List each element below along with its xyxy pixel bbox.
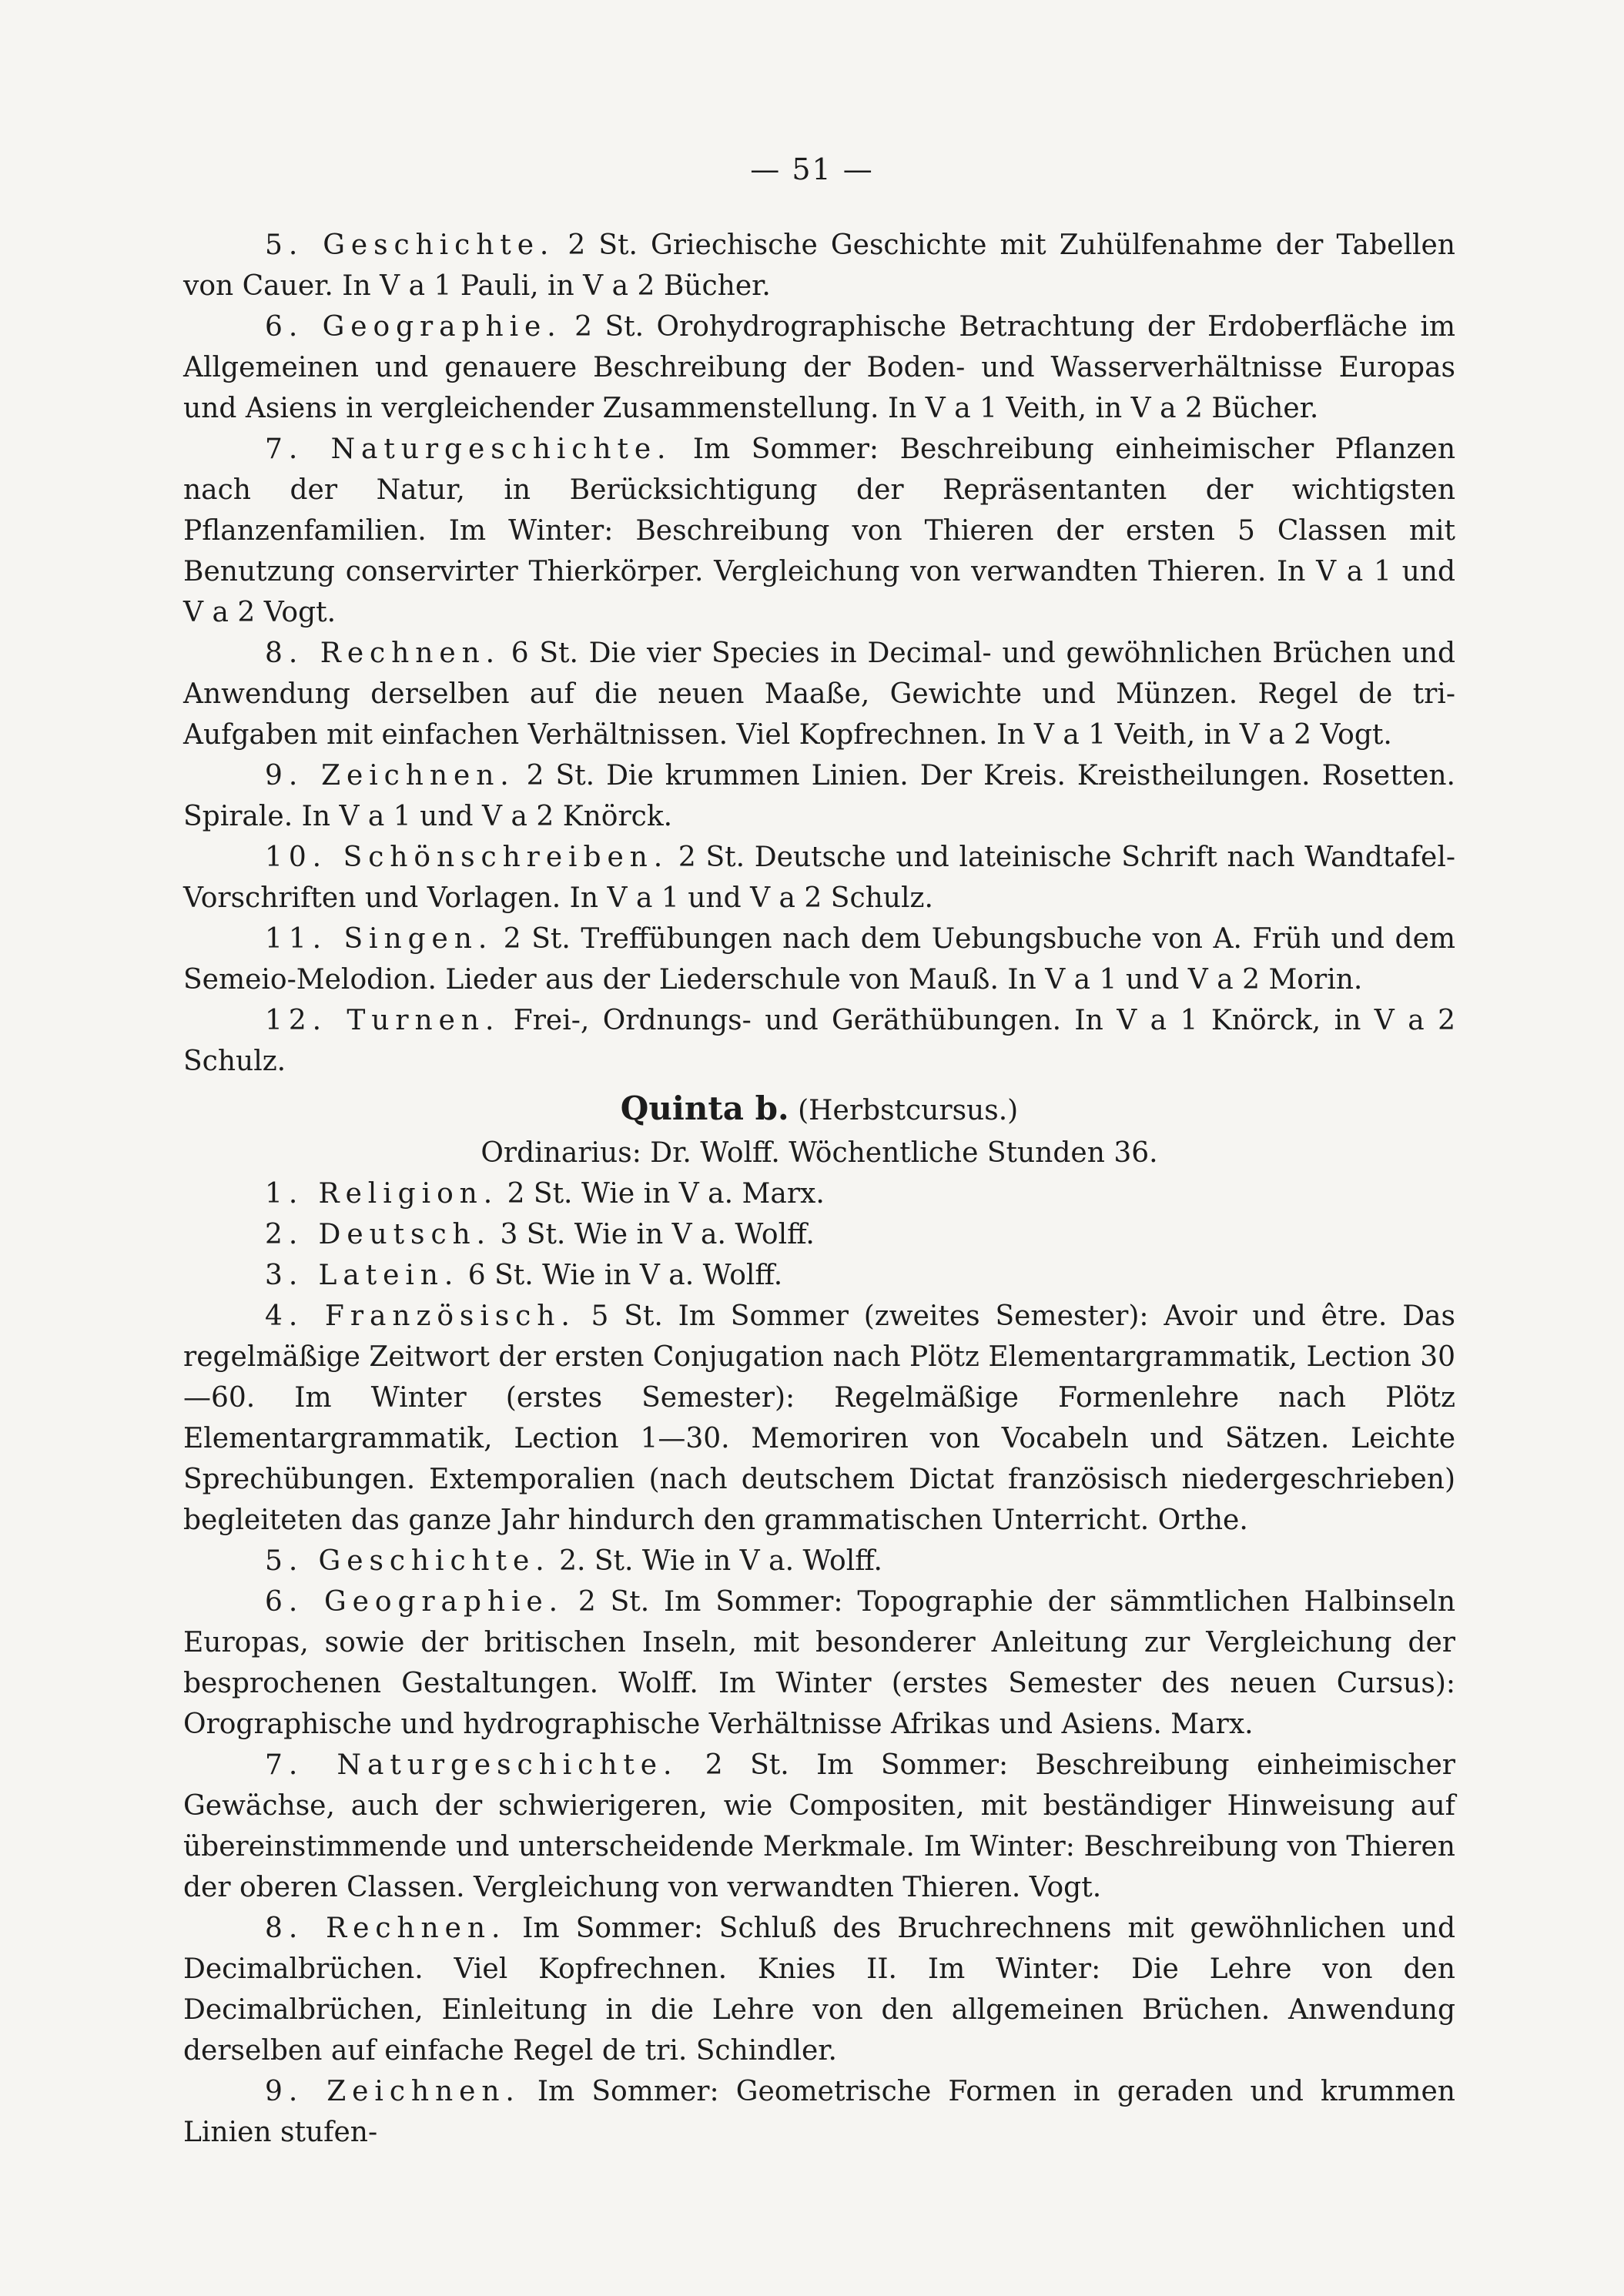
subject-title: 7. Naturgeschichte. xyxy=(265,1749,678,1781)
subject-title: 6. Geographie. xyxy=(265,1586,564,1618)
subject-text: 2 St. Im Sommer: Topographie der sämmtlichen Halbinseln Europas, sowie der britischen Inseln, mit besonderer Anleitung zur Vergleichung der besprochenen Gestaltungen. Wolff. Im Winter (erstes Semester des neuen Cursus): Orographische und hydrographische Verhältnisse Afrikas und Asiens. Marx. xyxy=(183,1586,1455,1740)
subject-paragraph xyxy=(183,1541,1455,1581)
subject-paragraph xyxy=(183,1745,1455,1908)
page-number: — 51 — xyxy=(750,152,874,186)
subject-title: 1. Religion. xyxy=(265,1178,499,1210)
subject-text: 6 St. Wie in V a. Wolff. xyxy=(459,1260,783,1291)
subject-title: 12. Turnen. xyxy=(265,1005,501,1036)
subject-paragraph xyxy=(183,837,1455,919)
subject-title: 8. Rechnen. xyxy=(265,638,501,669)
subject-paragraph xyxy=(183,755,1455,837)
subject-text: 2 St. Griechische Geschichte mit Zuhülfenahme der Tabellen von Cauer. In V a 1 Pauli, in V a 2 Bücher. xyxy=(183,229,1455,302)
section-heading xyxy=(183,1088,1455,1131)
subject-title: 8. Rechnen. xyxy=(265,1913,507,1944)
subject-title: 4. Französisch. xyxy=(265,1300,576,1332)
subject-text: 2 St. Wie in V a. Marx. xyxy=(498,1178,825,1210)
subject-title: 7. Naturgeschichte. xyxy=(265,433,672,465)
subject-title: 5. Geschichte. xyxy=(265,1545,551,1577)
subject-paragraph xyxy=(183,429,1455,633)
subject-text: Im Sommer: Beschreibung einheimischer Pflanzen nach der Natur, in Berücksichtigung der Repräsentanten der wichtigsten Pflanzenfamilien. Im Winter: Beschreibung von Thieren der ersten 5 Classen mit Benutzung conservirter Thierkörper. Vergleichung von verwandten Thieren. In V a 1 und V a 2 Vogt. xyxy=(183,433,1456,628)
subject-list-quinta-a xyxy=(183,225,1455,1082)
subject-text: 6 St. Die vier Species in Decimal- und gewöhnlichen Brüchen und Anwendung derselben auf die neuen Maaße, Gewichte und Münzen. Regel de tri-Aufgaben mit einfachen Verhältnissen. Viel Kopfrechnen. In V a 1 Veith, in V a 2 Vogt. xyxy=(183,638,1456,751)
subject-title: 3. Latein. xyxy=(265,1260,460,1291)
subject-paragraph xyxy=(183,1296,1455,1541)
subject-paragraph xyxy=(183,633,1455,755)
subject-paragraph xyxy=(183,1255,1455,1296)
subject-list-quinta-b xyxy=(183,1173,1455,2153)
document-body xyxy=(183,225,1455,2153)
section-title: Quinta b. xyxy=(620,1089,789,1127)
subject-paragraph xyxy=(183,306,1455,429)
section-subtitle: (Herbstcursus.) xyxy=(789,1095,1019,1126)
subject-title: 9. Zeichnen. xyxy=(265,2076,521,2107)
subject-text: Im Sommer: Geometrische Formen in geraden und krummen Linien stufen- xyxy=(183,2076,1455,2148)
subject-text: 2 St. Die krummen Linien. Der Kreis. Kreistheilungen. Rosetten. Spirale. In V a 1 und V a 2 Knörck. xyxy=(183,760,1455,832)
subject-text: Frei-, Ordnungs- und Geräthübungen. In V a 1 Knörck, in V a 2 Schulz. xyxy=(183,1005,1455,1077)
subject-paragraph xyxy=(183,1173,1455,1214)
subject-paragraph xyxy=(183,1000,1455,1082)
subject-text: 2 St. Im Sommer: Beschreibung einheimischer Gewächse, auch der schwierigeren, wie Compositen, mit beständiger Hinweisung auf übereinstimmende und unterscheidende Merkmale. Im Winter: Beschreibung von Thieren der oberen Classen. Vergleichung von verwandten Thieren. Vogt. xyxy=(183,1749,1456,1903)
subject-text: 2 St. Deutsche und lateinische Schrift nach Wandtafel-Vorschriften und Vorlagen. In V a 1 und V a 2 Schulz. xyxy=(183,842,1456,914)
subject-text: 2 St. Orohydrographische Betrachtung der Erdoberfläche im Allgemeinen und genauere Beschreibung der Boden- und Wasserverhältnisse Europas und Asiens in vergleichender Zusammenstellung. In V a 1 Veith, in V a 2 Bücher. xyxy=(183,311,1455,424)
subject-text: 3 St. Wie in V a. Wolff. xyxy=(491,1219,815,1250)
subject-title: 10. Schönschreiben. xyxy=(265,842,669,873)
subject-title: 5. Geschichte. xyxy=(265,229,555,261)
subject-paragraph xyxy=(183,919,1455,1000)
subject-text: 2 St. Treffübungen nach dem Uebungsbuche von A. Früh und dem Semeio-Melodion. Lieder aus der Liederschule von Mauß. In V a 1 und V a 2 Morin. xyxy=(183,923,1456,996)
subject-title: 6. Geographie. xyxy=(265,311,562,343)
subject-paragraph xyxy=(183,1581,1455,1745)
subject-paragraph xyxy=(183,1214,1455,1255)
subject-text: Im Sommer: Schluß des Bruchrechnens mit gewöhnlichen und Decimalbrüchen. Viel Kopfrechnen. Knies II. Im Winter: Die Lehre von den Decimalbrüchen, Einleitung in die Lehre von den allgemeinen Brüchen. Anwendung derselben auf einfache Regel de tri. Schindler. xyxy=(183,1913,1455,2067)
subject-paragraph xyxy=(183,225,1455,306)
subject-paragraph xyxy=(183,1908,1455,2071)
subject-title: 2. Deutsch. xyxy=(265,1219,491,1250)
subject-text: 2. St. Wie in V a. Wolff. xyxy=(550,1545,882,1577)
subject-title: 11. Singen. xyxy=(265,923,494,955)
subject-text: 5 St. Im Sommer (zweites Semester): Avoir und être. Das regelmäßige Zeitwort der ersten Conjugation nach Plötz Elementargrammatik, Lection 30—60. Im Winter (erstes Semester): Regelmäßige Formenlehre nach Plötz Elementargrammatik, Lection 1—30. Memoriren von Vocabeln und Sätzen. Leichte Sprechübungen. Extemporalien (nach deutschem Dictat französisch niedergeschrieben) begleiteten das ganze Jahr hindurch den grammatischen Unterricht. Orthe. xyxy=(183,1300,1455,1536)
ordinarius-line: Ordinarius: Dr. Wolff. Wöchentliche Stunden 36. xyxy=(481,1137,1158,1169)
subject-paragraph xyxy=(183,2071,1455,2153)
subject-title: 9. Zeichnen. xyxy=(265,760,515,792)
